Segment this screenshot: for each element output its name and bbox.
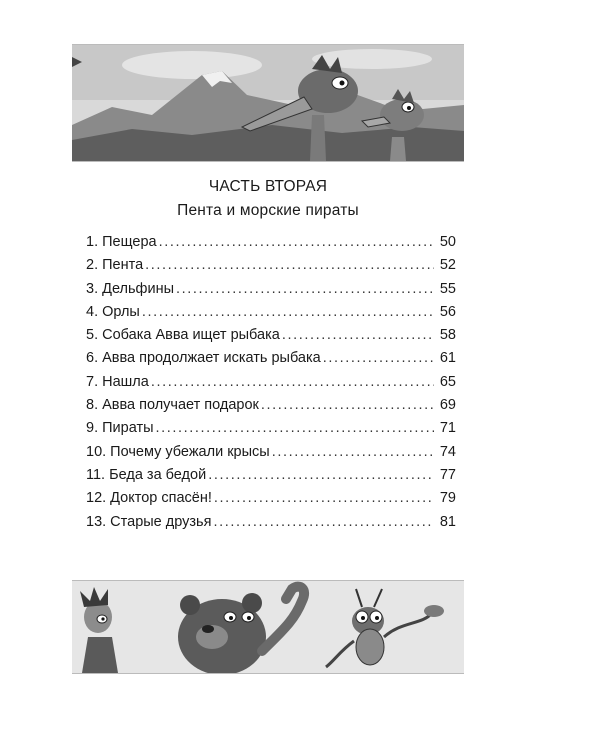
bottom-illustration	[72, 580, 464, 674]
toc-entry-page: 65	[439, 373, 456, 390]
toc-entry-title: 1. Пещера	[86, 234, 157, 250]
toc-entry-title: 5. Собака Авва ищет рыбака	[86, 327, 280, 344]
toc-entry	[86, 301, 456, 324]
toc-entry-title: 8. Авва получает подарок	[86, 397, 259, 414]
toc-entry-page: 77	[439, 466, 456, 483]
toc-entry-page: 79	[439, 490, 456, 507]
toc-entry-page: 61	[439, 350, 456, 367]
toc-leader-dots	[151, 371, 434, 394]
toc-leader-dots	[159, 231, 434, 254]
toc-entry	[86, 464, 456, 487]
toc-entry-title: 4. Орлы	[86, 303, 140, 320]
toc-entry-title: 6. Авва продолжает искать рыбака	[86, 350, 321, 367]
toc-entry-title: 13. Старые друзья	[86, 513, 212, 530]
toc-leader-dots	[282, 324, 434, 347]
toc-leader-dots	[261, 394, 434, 417]
toc-entry-title: 2. Пента	[86, 257, 144, 274]
toc-entry	[86, 441, 456, 464]
toc-leader-dots	[142, 301, 434, 324]
toc-entry-page: 56	[439, 303, 456, 320]
part-subtitle: Пента и морские пираты	[177, 202, 359, 219]
toc-entry	[86, 371, 456, 394]
toc-leader-dots	[156, 417, 434, 440]
toc-entry	[86, 511, 456, 534]
toc-entry-title: 10. Почему убежали крысы	[86, 443, 270, 460]
toc-entry-page: 55	[439, 280, 456, 297]
toc-entry-title: 9. Пираты	[86, 420, 154, 437]
toc-entry	[86, 394, 456, 417]
toc-entry	[86, 347, 456, 370]
toc-entry-page: 69	[439, 397, 456, 414]
characters-illustration	[72, 581, 464, 673]
toc-leader-dots	[272, 441, 434, 464]
toc-leader-dots	[145, 254, 434, 277]
toc-leader-dots	[208, 464, 434, 487]
table-of-contents	[86, 231, 456, 534]
toc-entry-page: 81	[439, 513, 456, 530]
toc-leader-dots	[176, 278, 434, 301]
top-illustration	[72, 44, 464, 162]
toc-entry-page: 74	[439, 443, 456, 460]
toc-entry	[86, 487, 456, 510]
part-title: ЧАСТЬ ВТОРАЯ	[208, 178, 328, 195]
toc-entry-title: 3. Дельфины	[86, 280, 174, 297]
toc-entry	[86, 278, 456, 301]
toc-leader-dots	[214, 487, 434, 510]
toc-entry	[86, 231, 456, 254]
toc-leader-dots	[213, 511, 434, 534]
toc-entry	[86, 417, 456, 440]
toc-entry-page: 58	[439, 327, 456, 344]
toc-entry-title: 12. Доктор спасён!	[86, 490, 212, 507]
toc-leader-dots	[323, 347, 434, 370]
mountain-birds-illustration	[72, 45, 464, 161]
toc-entry	[86, 324, 456, 347]
toc-entry-page: 71	[439, 420, 456, 437]
toc-entry-page: 50	[439, 234, 456, 250]
toc-entry-title: 7. Нашла	[86, 373, 149, 390]
toc-entry	[86, 254, 456, 277]
toc-entry-page: 52	[439, 257, 456, 274]
toc-entry-title: 11. Беда за бедой	[86, 466, 207, 483]
